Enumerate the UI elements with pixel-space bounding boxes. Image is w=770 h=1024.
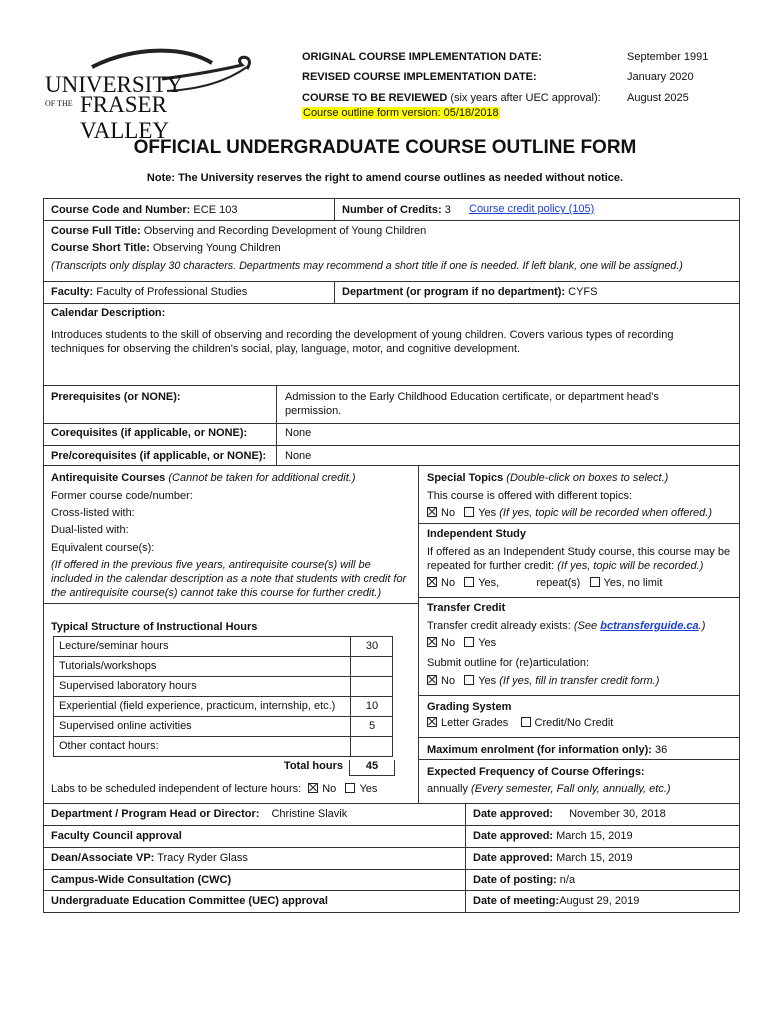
special-title: Special Topics (Double-click on boxes to select.) [427,472,669,484]
coreq-label: Corequisites (if applicable, or NONE): [51,427,248,439]
approval-date-0: Date approved: November 30, 2018 [473,808,666,820]
review-date-value: August 2025 [627,92,689,104]
credit-no-credit-checkbox[interactable] [521,717,531,727]
transfer-submit-options: No Yes (If yes, fill in transfer credit form.) [427,674,659,688]
labs-yes-checkbox[interactable] [345,783,355,793]
original-date-label: ORIGINAL COURSE IMPLEMENTATION DATE: [302,51,542,63]
approval-date-1: Date approved: March 15, 2019 [473,830,633,842]
approval-date-3: Date of posting: n/a [473,874,576,886]
submit-no-checkbox[interactable] [427,675,437,685]
special-text: This course is offered with different topics: [427,490,633,502]
logo-of-the: OF THE [45,99,73,108]
independent-text: If offered as an Independent Study course, this course may be repeated for further credit: (If yes, topic will be recorded.) [427,546,731,572]
antireq-cross: Cross-listed with: [51,507,135,519]
transfer-yes-checkbox[interactable] [464,637,474,647]
hours-table [53,636,393,776]
review-date-label: COURSE TO BE REVIEWED (six years after UEC approval): [302,92,601,104]
special-yes-checkbox[interactable] [464,507,474,517]
labs-scheduling: Labs to be scheduled independent of lecture hours: No Yes [51,783,378,795]
independent-no-checkbox[interactable] [427,577,437,587]
special-options: No Yes (If yes, topic will be recorded when offered.) [427,506,712,520]
approval-date-4: Date of meeting:August 29, 2019 [473,895,640,907]
bctransferguide-link[interactable]: bctransferguide.ca [600,620,699,632]
transcript-note: (Transcripts only display 30 characters. Departments may recommend a short title if one is needed. If left blank, one will be assigned.) [51,260,683,272]
transfer-submit: Submit outline for (re)articulation: [427,657,590,669]
hours-row: Supervised online activities 5 [53,716,393,736]
antireq-equiv: Equivalent course(s): [51,542,155,554]
letter-grades-checkbox[interactable] [427,717,437,727]
antireq-dual: Dual-listed with: [51,524,129,536]
department: Department (or program if no department): CYFS [342,286,598,298]
prereq-value: Admission to the Early Childhood Education certificate, or department head's permission. [285,391,659,417]
independent-yes-checkbox[interactable] [464,577,474,587]
original-date-value: September 1991 [627,51,709,63]
submit-yes-checkbox[interactable] [464,675,474,685]
logo-line2: FRASER VALLEY [80,92,170,143]
prereq-label: Prerequisites (or NONE): [51,391,181,403]
revised-date-label: REVISED COURSE IMPLEMENTATION DATE: [302,71,537,83]
transfer-no-checkbox[interactable] [427,637,437,647]
credit-policy-link[interactable]: Course credit policy (105) [469,203,595,215]
precoreq-value: None [285,450,312,462]
max-enrolment: Maximum enrolment (for information only): 36 [427,744,668,756]
grading-options: Letter Grades Credit/No Credit [427,716,613,730]
antireq-former: Former course code/number: [51,490,193,502]
approval-row-1: Faculty Council approval [51,830,182,842]
independent-title: Independent Study [427,528,526,540]
transfer-options: No Yes [427,636,496,650]
coreq-value: None [285,427,312,439]
total-hours-row: Total hours 45 [53,757,393,776]
course-code: Course Code and Number: ECE 103 [51,204,238,216]
hours-title: Typical Structure of Instructional Hours [51,621,258,633]
independent-options: No Yes, repeat(s) Yes, no limit [427,576,662,590]
approval-date-2: Date approved: March 15, 2019 [473,852,633,864]
form-version: Course outline form version: 05/18/2018 [303,107,499,119]
logo-line1: UNIVERSITY [45,72,183,97]
approval-row-2: Dean/Associate VP: Tracy Ryder Glass [51,852,248,864]
special-no-checkbox[interactable] [427,507,437,517]
hours-row: Supervised laboratory hours [53,676,393,696]
approval-row-0: Department / Program Head or Director: Christine Slavik [51,808,348,820]
notice: Note: The University reserves the right to amend course outlines as needed without notice. [146,172,624,184]
frequency-value: annually (Every semester, Fall only, annually, etc.) [427,783,671,795]
hours-row: Experiential (field experience, practicum, internship, etc.) 10 [53,696,393,716]
short-title: Course Short Title: Observing Young Children [51,242,281,254]
hours-row: Tutorials/workshops [53,656,393,676]
university-logo [42,45,252,143]
hours-row: Other contact hours: [53,736,393,757]
labs-no-checkbox[interactable] [308,783,318,793]
page-title: OFFICIAL UNDERGRADUATE COURSE OUTLINE FORM [133,137,637,158]
transfer-text: Transfer credit already exists: (See bctransferguide.ca.) [427,620,706,632]
calendar-text: Introduces students to the skill of observing and recording the development of young children. Covers various types of recording techniques for observing the children's social, play, language, motor, and cognitive development. [51,329,674,355]
approval-row-4: Undergraduate Education Committee (UEC) approval [51,895,328,907]
full-title: Course Full Title: Observing and Recording Development of Young Children [51,225,427,237]
calendar-label: Calendar Description: [51,307,166,319]
frequency-label: Expected Frequency of Course Offerings: [427,766,645,778]
revised-date-value: January 2020 [627,71,694,83]
grading-title: Grading System [427,701,512,713]
approval-row-3: Campus-Wide Consultation (CWC) [51,874,232,886]
faculty: Faculty: Faculty of Professional Studies [51,286,248,298]
independent-no-limit-checkbox[interactable] [590,577,600,587]
transfer-title: Transfer Credit [427,602,506,614]
precoreq-label: Pre/corequisites (if applicable, or NONE): [51,450,267,462]
hours-row: Lecture/seminar hours 30 [53,636,393,656]
credits: Number of Credits: 3 [342,204,451,216]
antireq-title: Antirequisite Courses (Cannot be taken for additional credit.) [51,472,356,484]
antireq-note: (If offered in the previous five years, antirequisite course(s) will be included in the calendar description as a note that students with credit for the antirequisite course(s) cannot take this course for further credit.) [51,559,407,599]
